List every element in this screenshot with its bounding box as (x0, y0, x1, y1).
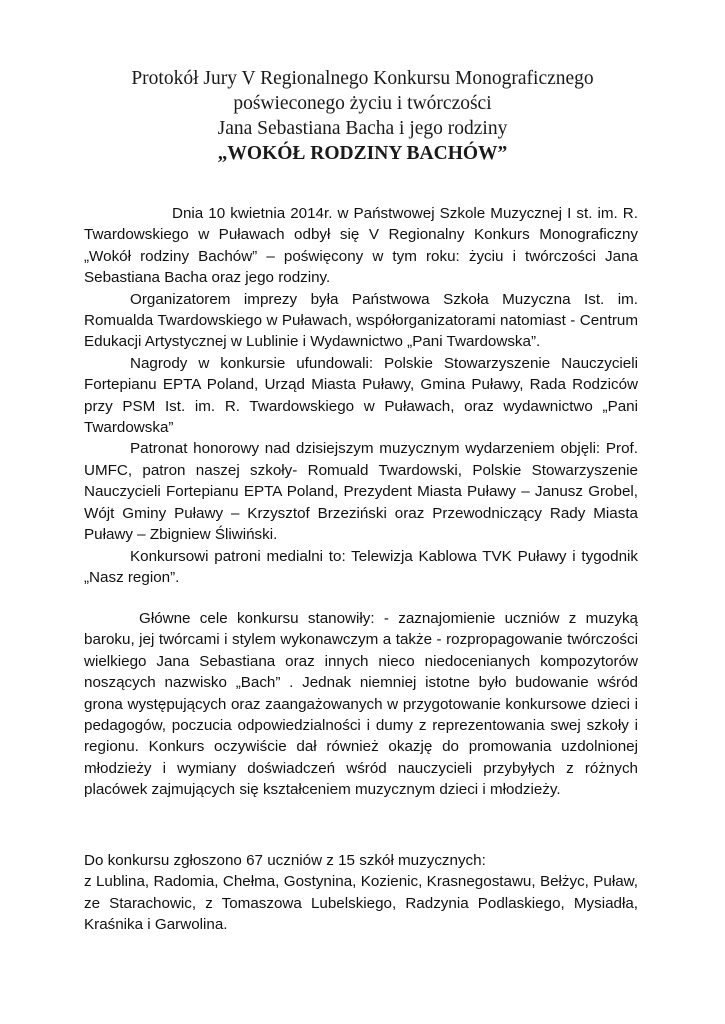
paragraph-participants-intro: Do konkursu zgłoszono 67 uczniów z 15 szkół muzycznych: (84, 852, 486, 869)
title-line-1: Protokół Jury V Regionalnego Konkursu Monograficznego (131, 68, 594, 89)
paragraph-goals: Główne cele konkursu stanowiły: - zaznajomienie uczniów z muzyką baroku, jej twórcami i stylem wykonawczym a także - rozpropagowanie twórczości wielkiego Jana Sebastiana oraz innych nieco niedocenianych kompozytorów noszących nazwisko „Bach” . Jednak niemniej istotne było budowanie wśród grona występujących oraz zaangażowanych w przygotowanie konkursowe dzieci i pedagogów, poczucia odpowiedzialności i dumy z reprezentowania swej szkoły i regionu. Konkurs oczywiście dał również okazję do promowania uzdolnionej młodzieży i wymiany doświadczeń wśród nauczycieli przybyłych z różnych placówek zajmujących się kształceniem muzycznym dzieci i młodzieży. (84, 610, 638, 799)
intro-section (84, 203, 638, 588)
title-line-3: Jana Sebastiana Bacha i jego rodziny (217, 118, 508, 139)
paragraph-prizes: Nagrody w konkursie ufundowali: Polskie Stowarzyszenie Nauczycieli Fortepianu EPTA Poland, Urząd Miasta Puławy, Gmina Puławy, Rada Rodziców przy PSM Ist. im. R. Twardowskiego w Puławach, oraz wydawnictwo „Pani Twardowska” (84, 354, 638, 437)
paragraph-organizers: Organizatorem imprezy była Państwowa Szkoła Muzyczna Ist. im. Romualda Twardowskiego w Puławach, współorganizatorami natomiast - Centrum Edukacji Artystycznej w Lublinie i Wydawnictwo „Pani Twardowska”. (84, 290, 638, 351)
title-line-2: poświeconego życiu i twórczości (233, 93, 492, 114)
paragraph-competition-date: Dnia 10 kwietnia 2014r. w Państwowej Szkole Muzycznej I st. im. R. Twardowskiego w Puławach odbył się V Regionalny Konkurs Monograficzny „Wokół rodziny Bachów” – poświęcony w tym roku: życiu i twórczości Jana Sebastiana Bacha oraz jego rodziny. (84, 205, 638, 287)
goals-section (84, 608, 638, 801)
document-title (60, 66, 665, 166)
paragraph-participants-cities: z Lublina, Radomia, Chełma, Gostynina, Kozienic, Krasnegostawu, Bełżyc, Puław, ze Starachowic, z Tomaszowa Lubelskiego, Radzynia Podlaskiego, Mysiadła, Kraśnika i Garwolina. (84, 873, 638, 934)
paragraph-honorary-patronage: Patronat honorowy nad dzisiejszym muzycznym wydarzeniem objęli: Prof. UMFC, patron naszej szkoły- Romuald Twardowski, Polskie Stowarzyszenie Nauczycieli Fortepianu EPTA Poland, Prezydent Miasta Puławy – Janusz Grobel, Wójt Gminy Puławy – Krzysztof Brzeziński oraz Przewodniczący Rady Miasta Puławy – Zbigniew Śliwiński. (84, 440, 638, 544)
title-line-4: „WOKÓŁ RODZINY BACHÓW” (217, 143, 508, 164)
participants-section (84, 850, 638, 936)
paragraph-media-patrons: Konkursowi patroni medialni to: Telewizja Kablowa TVK Puławy i tygodnik „Nasz region”. (84, 547, 638, 586)
